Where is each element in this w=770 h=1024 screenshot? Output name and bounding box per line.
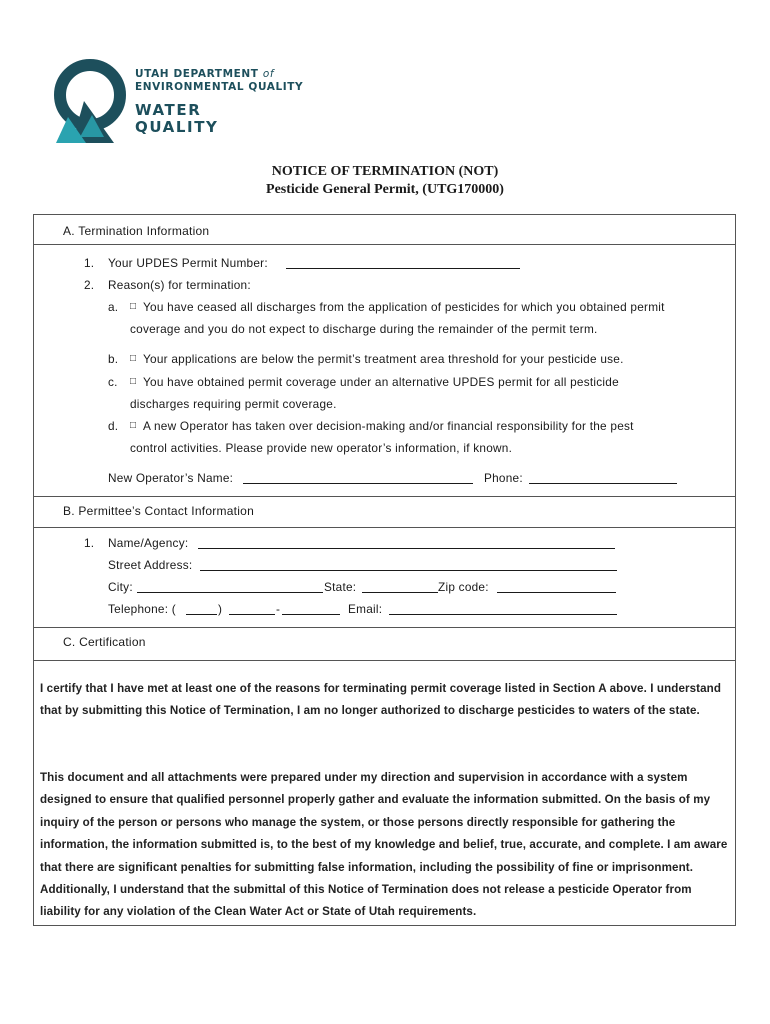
reason-letter: c. [108, 375, 118, 389]
reason-d-text-cont: control activities. Please provide new operator’s information, if known. [130, 441, 513, 455]
email-field[interactable] [389, 603, 617, 615]
divider [33, 496, 736, 497]
state-field[interactable] [362, 581, 438, 593]
phone-line-field[interactable] [282, 603, 340, 615]
city-label: City: [108, 580, 133, 594]
street-address-label: Street Address: [108, 558, 193, 572]
reason-letter: b. [108, 352, 119, 366]
phone-label: Phone: [484, 471, 523, 485]
certification-paragraph: I certify that I have met at least one of the reasons for terminating permit coverage listed in Section A above. I understand that by submitting this Notice of Termination, I am no longer authorized to discharge pesticides to waters of the state. [40, 682, 722, 718]
agency-wordmark: UTAH DEPARTMENT of ENVIRONMENTAL QUALITY WATER QUALITY [135, 68, 304, 136]
name-agency-field[interactable] [198, 537, 615, 549]
reason-c-text-cont: discharges requiring permit coverage. [130, 397, 337, 411]
section-a-heading: A. Termination Information [63, 224, 210, 238]
new-operator-phone-field[interactable] [529, 472, 677, 484]
state-label: State: [324, 580, 357, 594]
item-number: 1. [84, 256, 95, 270]
area-code-field[interactable] [186, 603, 217, 615]
reason-c-checkbox[interactable]: □ [130, 376, 137, 387]
divider [33, 527, 736, 528]
phone-prefix-field[interactable] [229, 603, 275, 615]
telephone-paren: ) [218, 602, 223, 616]
item-number: 2. [84, 278, 95, 292]
document-title: NOTICE OF TERMINATION (NOT) [271, 164, 499, 179]
name-agency-label: Name/Agency: [108, 536, 189, 550]
reasons-label: Reason(s) for termination: [108, 278, 251, 292]
reason-c-text: You have obtained permit coverage under an alternative UPDES permit for all pesticide [143, 375, 619, 389]
new-operator-label: New Operator’s Name: [108, 471, 234, 485]
email-label: Email: [348, 602, 383, 616]
zip-code-label: Zip code: [438, 580, 489, 594]
reason-a-text: You have ceased all discharges from the application of pesticides for which you obtained permit [143, 300, 665, 314]
certification-statement: This document and all attachments were prepared under my direction and supervision in accordance with a system designed to ensure that qualified personnel properly gather and evaluate the information submitted. On the basis of my inquiry of the person or persons who manage the system, or those persons directly responsible for gathering the information, the information submitted is, to the best of my knowledge and belief, true, accurate, and complete. I am aware that there are significant penalties for submitting false information, including the possibility of fine or imprisonment. Additionally, I understand that the submittal of this Notice of Termination does not release a pesticide Operator from liability for any violation of the Clean Water Act or State of Utah requirements. [40, 771, 728, 919]
telephone-dash: - [276, 602, 281, 616]
divider [33, 627, 736, 628]
divider [33, 660, 736, 661]
street-address-field[interactable] [200, 559, 617, 571]
section-b-heading: B. Permittee’s Contact Information [63, 504, 255, 518]
reason-b-checkbox[interactable]: □ [130, 353, 137, 364]
reason-letter: d. [108, 419, 119, 433]
divider [33, 244, 736, 245]
reason-a-text-cont: coverage and you do not expect to discharge during the remainder of the permit term. [130, 322, 598, 336]
permit-number-label: Your UPDES Permit Number: [108, 256, 268, 270]
reason-letter: a. [108, 300, 119, 314]
zip-code-field[interactable] [497, 581, 616, 593]
telephone-label: Telephone: ( [108, 602, 176, 616]
reason-d-text: A new Operator has taken over decision-making and/or financial responsibility for the pest [143, 419, 634, 433]
reason-d-checkbox[interactable]: □ [130, 420, 137, 431]
new-operator-name-field[interactable] [243, 472, 473, 484]
reason-b-text: Your applications are below the permit’s treatment area threshold for your pesticide use. [143, 352, 624, 366]
permit-number-field[interactable] [286, 257, 520, 269]
item-number: 1. [84, 536, 95, 550]
document-subtitle: Pesticide General Permit, (UTG170000) [266, 182, 504, 197]
city-field[interactable] [137, 581, 323, 593]
section-c-heading: C. Certification [63, 635, 146, 649]
reason-a-checkbox[interactable]: □ [130, 301, 137, 312]
